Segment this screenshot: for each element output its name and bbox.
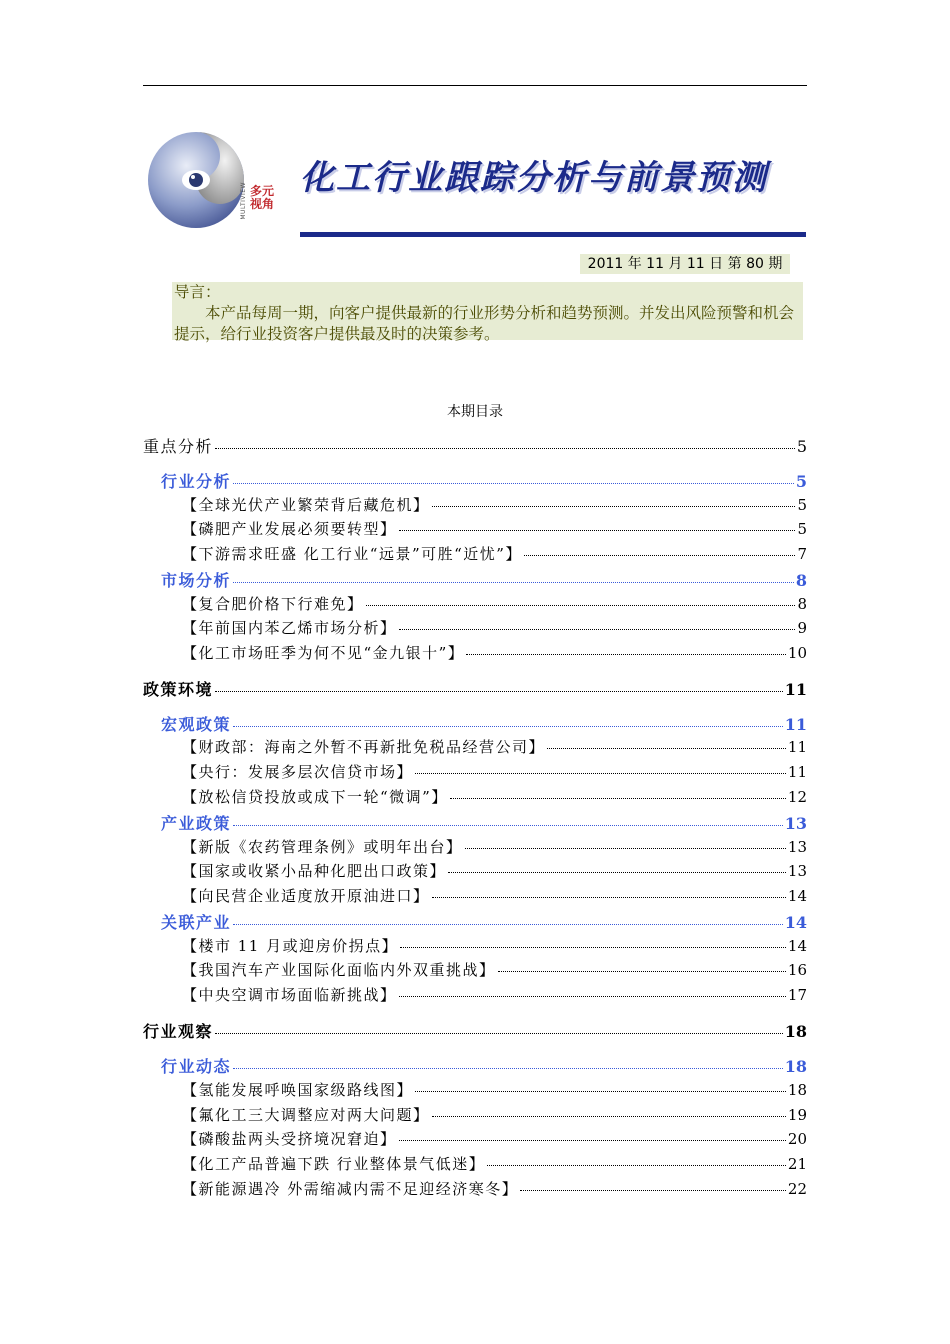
toc-entry-text: 宏观政策 (161, 715, 232, 734)
toc-page-number: 8 (795, 571, 807, 590)
toc-page-number: 14 (787, 887, 807, 905)
toc-page-number: 5 (797, 520, 807, 538)
toc-page-number: 11 (787, 763, 807, 781)
toc-leader (366, 605, 796, 606)
toc-leader (215, 448, 795, 449)
toc-entry-text: 【下游需求旺盛 化工行业“远景”可胜“近忧”】 (182, 545, 522, 563)
toc-leader (399, 530, 796, 531)
toc-entry[interactable] (182, 1153, 807, 1177)
toc-page-number: 13 (787, 862, 807, 880)
toc-entry[interactable] (182, 543, 807, 567)
logo-en-text: MULTIVIEW (240, 182, 247, 220)
toc-entry-text: 行业动态 (161, 1057, 232, 1076)
toc-title: 本期目录 (447, 404, 503, 420)
toc-entry[interactable] (182, 518, 807, 542)
toc-leader (233, 582, 794, 583)
toc-page-number: 11 (784, 715, 807, 734)
toc-entry[interactable] (161, 469, 807, 493)
toc-entry[interactable] (182, 1104, 807, 1128)
toc-entry-text: 【磷酸盐两头受挤境况窘迫】 (182, 1130, 397, 1148)
toc-page-number: 19 (787, 1106, 807, 1124)
toc-page-number: 18 (784, 1022, 807, 1041)
toc-page-number: 10 (787, 644, 807, 662)
toc-entry[interactable] (182, 1178, 807, 1202)
toc-page-number: 5 (797, 496, 807, 514)
toc-leader (399, 996, 786, 997)
toc-entry-text: 【新能源遇冷 外需缩减内需不足迎经济寒冬】 (182, 1180, 519, 1198)
toc-entry[interactable] (182, 593, 807, 617)
toc-leader (415, 1091, 786, 1092)
toc-entry[interactable] (161, 1054, 807, 1078)
toc-leader (466, 654, 786, 655)
toc-entry-text: 【化工产品普遍下跌 行业整体景气低迷】 (182, 1155, 486, 1173)
toc-entry-text: 行业观察 (143, 1022, 214, 1041)
toc-entry[interactable] (182, 786, 807, 810)
toc-entry[interactable] (143, 1019, 807, 1043)
toc-leader (487, 1165, 786, 1166)
toc-page-number: 11 (787, 738, 807, 756)
toc-page-number: 14 (787, 937, 807, 955)
toc-entry-text: 【放松信贷投放或成下一轮“微调”】 (182, 788, 448, 806)
toc-page-number: 13 (784, 814, 807, 833)
toc-entry-text: 【年前国内苯乙烯市场分析】 (182, 619, 397, 637)
toc-entry-text: 政策环境 (143, 680, 214, 699)
intro-text: 本产品每周一期，向客户提供最新的行业形势分析和趋势预测。并发出风险预警和机会提示，给行业投资客户提供最及时的决策参考。 (174, 304, 795, 343)
toc-entry[interactable] (182, 959, 807, 983)
toc-leader (432, 1116, 786, 1117)
toc-page-number: 14 (784, 913, 807, 932)
toc-leader (233, 825, 783, 826)
toc-entry-text: 【氢能发展呼唤国家级路线图】 (182, 1081, 414, 1099)
toc-entry-text: 【国家或收紧小品种化肥出口政策】 (182, 862, 447, 880)
toc-entry[interactable] (182, 761, 807, 785)
toc-entry-text: 【中央空调市场面临新挑战】 (182, 986, 397, 1004)
toc-page-number: 18 (784, 1057, 807, 1076)
toc-entry[interactable] (182, 617, 807, 641)
toc-page-number: 18 (787, 1081, 807, 1099)
toc-entry-text: 【磷肥产业发展必须要转型】 (182, 520, 397, 538)
toc-page-number: 13 (787, 838, 807, 856)
toc-leader (415, 773, 786, 774)
toc-leader (432, 897, 786, 898)
toc-leader (465, 848, 786, 849)
toc-page-number: 7 (797, 545, 807, 563)
toc-leader (432, 506, 796, 507)
toc-leader (498, 971, 786, 972)
toc-entry-text: 【财政部：海南之外暂不再新批免税品经营公司】 (182, 738, 546, 756)
toc-leader (233, 483, 794, 484)
toc-page-number: 12 (787, 788, 807, 806)
toc-leader (450, 798, 786, 799)
toc-entry[interactable] (143, 434, 807, 458)
toc-leader (399, 629, 796, 630)
toc-entry-text: 【化工市场旺季为何不见“金九银十”】 (182, 644, 465, 662)
toc-entry[interactable] (182, 1079, 807, 1103)
toc-entry[interactable] (161, 712, 807, 736)
issue-date: 2011 年 11 月 11 日 第 80 期 (580, 254, 790, 274)
toc-entry-text: 【氟化工三大调整应对两大问题】 (182, 1106, 430, 1124)
toc-entry-text: 【我国汽车产业国际化面临内外双重挑战】 (182, 961, 496, 979)
report-title: 化工行业跟踪分析与前景预测 (300, 158, 768, 198)
toc-page-number: 17 (787, 986, 807, 1004)
toc-leader (233, 726, 783, 727)
toc-leader (547, 748, 786, 749)
toc-page-number: 22 (787, 1180, 807, 1198)
toc-leader (215, 691, 783, 692)
toc-page-number: 21 (787, 1155, 807, 1173)
toc-entry-text: 【全球光伏产业繁荣背后藏危机】 (182, 496, 430, 514)
toc-entry-text: 产业政策 (161, 814, 232, 833)
toc-leader (520, 1190, 786, 1191)
toc-entry[interactable] (182, 494, 807, 518)
toc-entry[interactable] (182, 885, 807, 909)
intro-label: 导言： (174, 283, 221, 301)
toc-page-number: 5 (796, 437, 807, 456)
toc-entry-text: 市场分析 (161, 571, 232, 590)
toc-entry-text: 【楼市 11 月或迎房价拐点】 (182, 937, 399, 955)
toc-entry[interactable] (182, 1128, 807, 1152)
toc-entry[interactable] (182, 860, 807, 884)
toc-leader (400, 947, 786, 948)
toc-entry-text: 【复合肥价格下行难免】 (182, 595, 364, 613)
toc-page-number: 8 (797, 595, 807, 613)
toc-entry-text: 重点分析 (143, 437, 214, 456)
toc-page-number: 16 (787, 961, 807, 979)
toc-entry-text: 【向民营企业适度放开原油进口】 (182, 887, 430, 905)
toc-entry[interactable] (161, 568, 807, 592)
toc-entry-text: 【新版《农药管理条例》或明年出台】 (182, 838, 463, 856)
toc-entry[interactable] (182, 836, 807, 860)
toc-entry-text: 【央行：发展多层次信贷市场】 (182, 763, 414, 781)
toc-leader (233, 924, 783, 925)
toc-entry[interactable] (161, 910, 807, 934)
toc-entry[interactable] (182, 736, 807, 760)
toc-leader (448, 872, 786, 873)
toc-page-number: 11 (784, 680, 807, 699)
toc-leader (524, 555, 796, 556)
toc-entry-text: 行业分析 (161, 472, 232, 491)
toc-entry[interactable] (143, 677, 807, 701)
toc-entry[interactable] (182, 935, 807, 959)
logo-cn-label: 多元视角 (250, 184, 275, 211)
toc-leader (215, 1033, 783, 1034)
toc-entry-text: 关联产业 (161, 913, 232, 932)
toc-page-number: 9 (797, 619, 807, 637)
toc-leader (399, 1140, 786, 1141)
toc-entry[interactable] (161, 811, 807, 835)
toc-page-number: 20 (787, 1130, 807, 1148)
toc-entry[interactable] (182, 984, 807, 1008)
toc-page-number: 5 (795, 472, 807, 491)
toc-entry[interactable] (182, 642, 807, 666)
toc-leader (233, 1068, 783, 1069)
